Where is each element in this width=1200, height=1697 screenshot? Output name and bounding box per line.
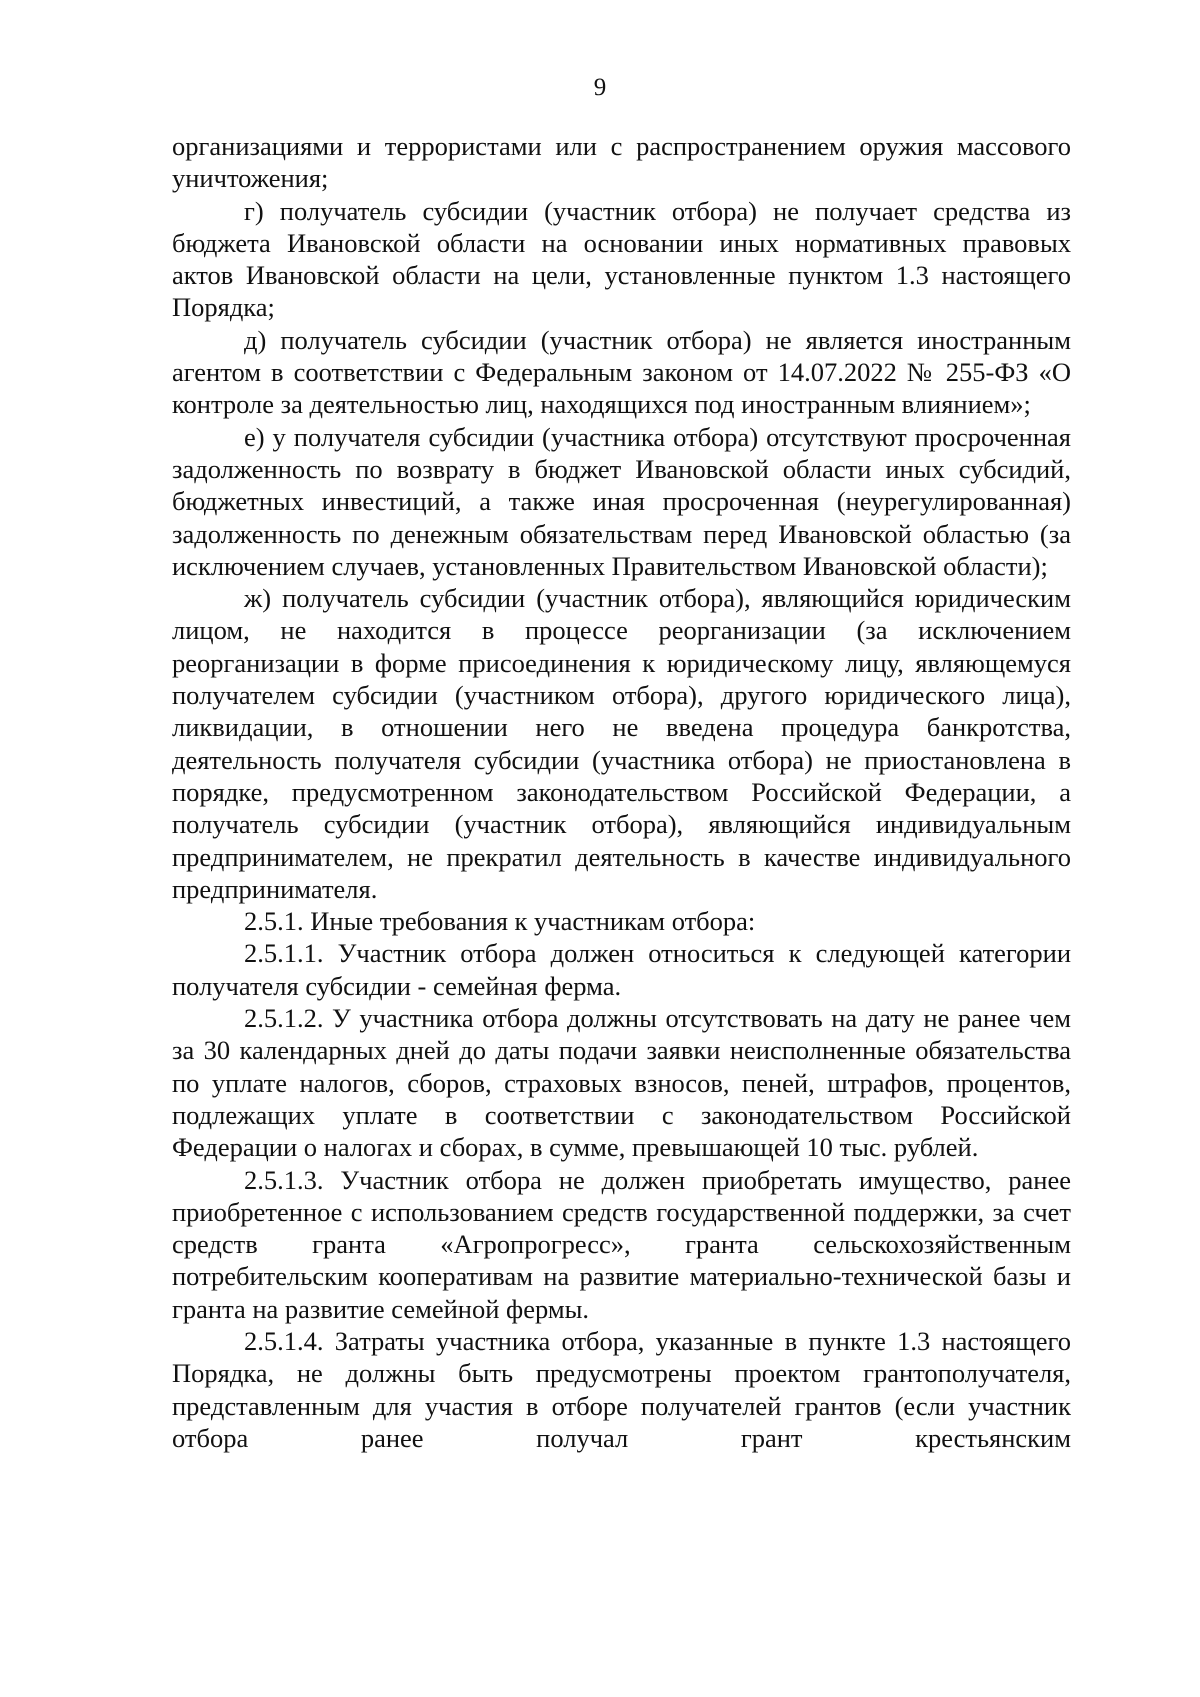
paragraph-item-g: г) получатель субсидии (участник отбора) не получает средства из бюджета Ивановской области на основании иных нормативных правовых актов Ивановской области на цели, установленные пунктом 1.3 настоящего Порядка; <box>172 195 1071 323</box>
paragraph-item-d: д) получатель субсидии (участник отбора) не является иностранным агентом в соответствии с Федеральным законом от 14.07.2022 № 255-ФЗ «О контроле за деятельностью лиц, находящихся под иностранным влиянием»; <box>172 324 1071 420</box>
page-number: 9 <box>593 74 607 101</box>
paragraph-2-5-1-4: 2.5.1.4. Затраты участника отбора, указанные в пункте 1.3 настоящего Порядка, не должны быть предусмотрены проектом грантополучателя, представленным для участия в отборе получателей грантов (если участник отбора ранее получал грант крестьянским <box>172 1325 1071 1453</box>
document-body <box>172 130 1071 1454</box>
paragraph-item-zh: ж) получатель субсидии (участник отбора), являющийся юридическим лицом, не находится в процессе реорганизации (за исключением реорганизации в форме присоединения к юридическому лицу, являющемуся получателем субсидии (участником отбора), другого юридического лица), ликвидации, в отношении него не введена процедура банкротства, деятельность получателя субсидии (участника отбора) не приостановлена в порядке, предусмотренном законодательством Российской Федерации, а получатель субсидии (участник отбора), являющийся индивидуальным предпринимателем, не прекратил деятельность в качестве индивидуального предпринимателя. <box>172 583 1071 904</box>
paragraph-2-5-1: 2.5.1. Иные требования к участникам отбора: <box>244 906 756 937</box>
paragraph-2-5-1-1: 2.5.1.1. Участник отбора должен относиться к следующей категории получателя субсидии - семейная ферма. <box>172 938 1071 1001</box>
paragraph-2-5-1-3: 2.5.1.3. Участник отбора не должен приобретать имущество, ранее приобретенное с использованием средств государственной поддержки, за счет средств гранта «Агропрогресс», гранта сельскохозяйственным потребительским кооперативам на развитие материально-технической базы и гранта на развитие семейной фермы. <box>172 1164 1071 1324</box>
paragraph-2-5-1-2: 2.5.1.2. У участника отбора должны отсутствовать на дату не ранее чем за 30 календарных дней до даты подачи заявки неисполненные обязательства по уплате налогов, сборов, страховых взносов, пеней, штрафов, процентов, подлежащих уплате в соответствии с законодательством Российской Федерации о налогах и сборах, в сумме, превышающей 10 тыс. рублей. <box>172 1003 1071 1163</box>
paragraph-item-e: е) у получателя субсидии (участника отбора) отсутствуют просроченная задолженность по возврату в бюджет Ивановской области иных субсидий, бюджетных инвестиций, а также иная просроченная (неурегулированная) задолженность по денежным обязательствам перед Ивановской областью (за исключением случаев, установленных Правительством Ивановской области); <box>172 421 1071 581</box>
paragraph-continuation: организациями и террористами или с распространением оружия массового уничтожения; <box>172 131 1071 194</box>
